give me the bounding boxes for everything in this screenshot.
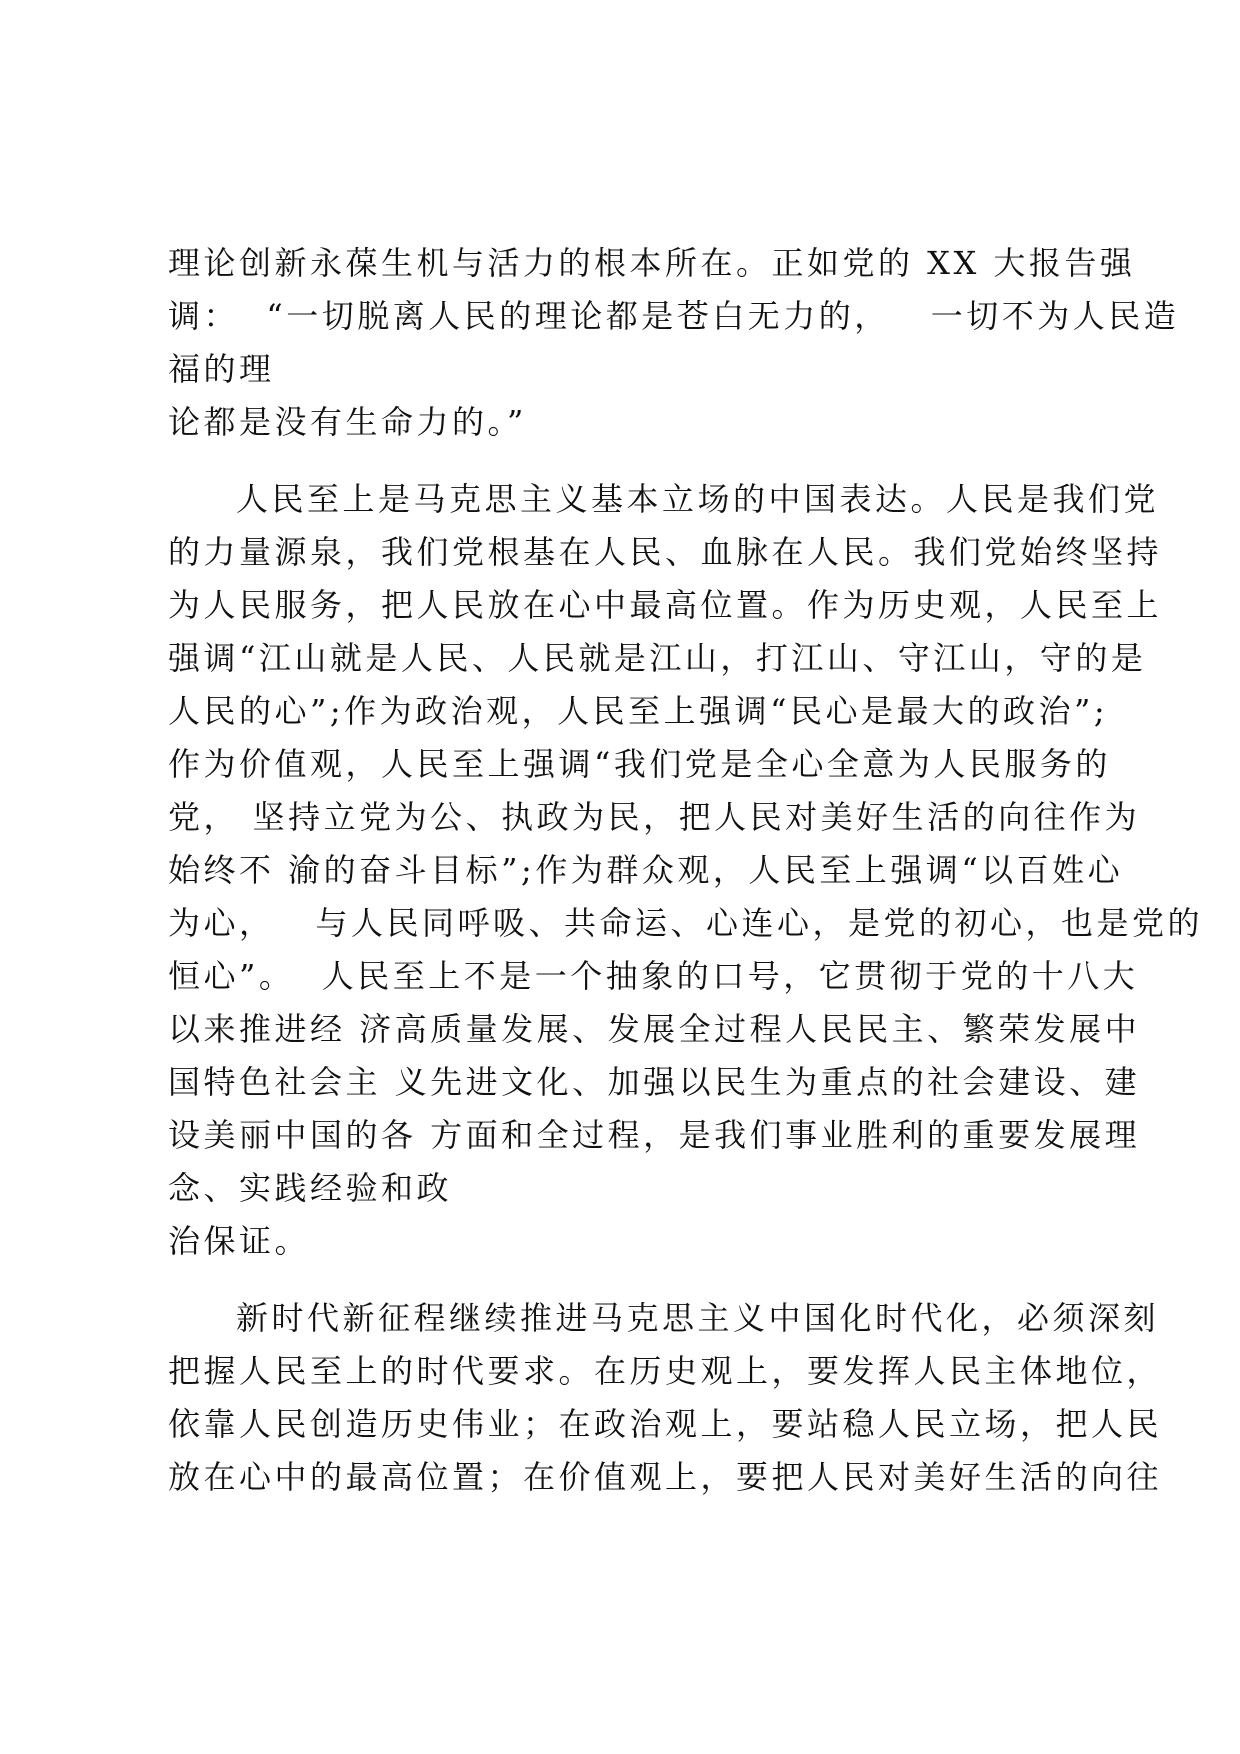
text-line: 党， 坚持立党为公、执政为民，把人民对美好生活的向往作为 xyxy=(168,798,1141,836)
text-line: 为人民服务，把人民放在心中最高位置。作为历史观，人民至上 xyxy=(168,586,1163,624)
paragraph-2 xyxy=(168,473,1204,1268)
text-line: 福的理 xyxy=(168,350,275,388)
text-line: 恒心”。 人民至上不是一个抽象的口号，它贯彻于党的十八大 xyxy=(168,957,1139,995)
paragraph-3 xyxy=(168,1292,1163,1504)
text-line: 念、实践经验和政 xyxy=(168,1169,453,1207)
paragraph-gap xyxy=(168,1268,1088,1292)
text-line: 调： “一切脱离人民的理论都是苍白无力的， 一切不为人民造 xyxy=(168,297,1180,335)
text-line: 始终不 渝的奋斗目标”;作为群众观，人民至上强调“以百姓心 xyxy=(168,851,1124,889)
text-line: 强调“江山就是人民、人民就是江山，打江山、守江山，守的是 xyxy=(168,639,1147,677)
text-line: 放在心中的最高位置；在价值观上，要把人民对美好生活的向往 xyxy=(168,1458,1163,1496)
text-line: 作为价值观，人民至上强调“我们党是全心全意为人民服务的 xyxy=(168,745,1111,783)
text-line: 人民的心”;作为政治观，人民至上强调“民心是最大的政治”; xyxy=(168,692,1109,730)
text-line: 设美丽中国的各 方面和全过程，是我们事业胜利的重要发展理 xyxy=(168,1116,1141,1154)
text-line: 的力量源泉，我们党根基在人民、血脉在人民。我们党始终坚持 xyxy=(168,533,1163,571)
text-line: 以来推进经 济高质量发展、发展全过程人民民主、繁荣发展中 xyxy=(168,1010,1141,1048)
text-line: 依靠人民创造历史伟业；在政治观上，要站稳人民立场，把人民 xyxy=(168,1405,1163,1443)
paragraph-gap xyxy=(168,449,1088,473)
text-line: 为心， 与人民同呼吸、共命运、心连心，是党的初心，也是党的 xyxy=(168,904,1204,942)
text-line: 国特色社会主 义先进文化、加强以民生为重点的社会建设、建 xyxy=(168,1063,1141,1101)
text-line: 治保证。 xyxy=(168,1222,311,1260)
text-line: 新时代新征程继续推进马克思主义中国化时代化，必须深刻 xyxy=(236,1299,1160,1337)
document-body xyxy=(168,237,1204,1504)
paragraph-1 xyxy=(168,237,1180,449)
text-line: 把握人民至上的时代要求。在历史观上，要发挥人民主体地位， xyxy=(168,1352,1163,1390)
text-line: 论都是没有生命力的。” xyxy=(168,403,527,441)
text-line: 理论创新永葆生机与活力的根本所在。正如党的 XX 大报告强 xyxy=(168,244,1136,282)
text-line: 人民至上是马克思主义基本立场的中国表达。人民是我们党 xyxy=(236,480,1160,518)
